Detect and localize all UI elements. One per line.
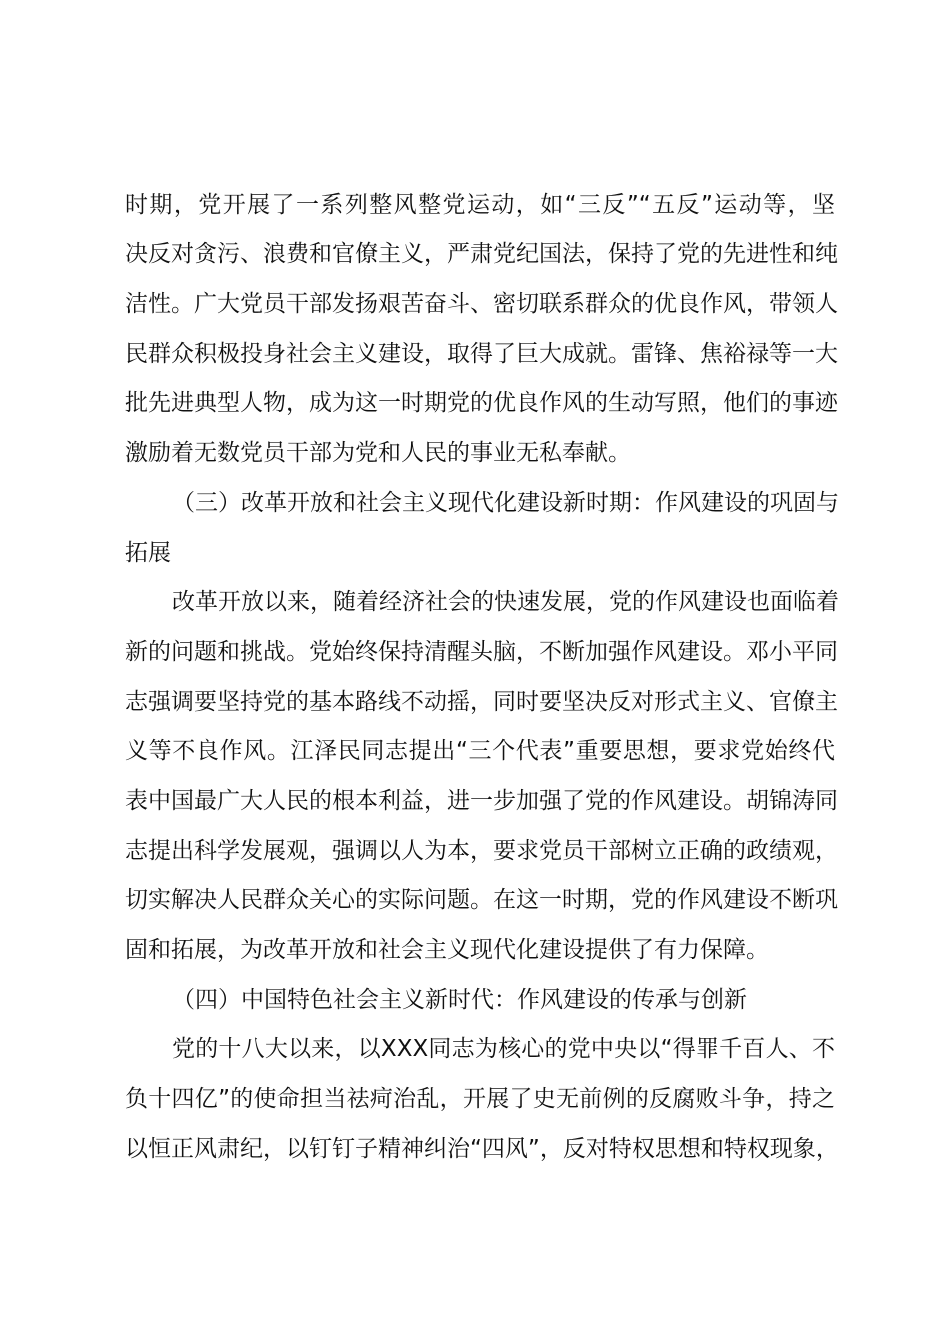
paragraph-line: 洁性。广大党员干部发扬艰苦奋斗、密切联系群众的优良作风，带领人 xyxy=(125,291,838,317)
paragraph-line: 民群众积极投身社会主义建设，取得了巨大成就。雷锋、焦裕禄等一大 xyxy=(125,341,838,367)
paragraph-line: 表中国最广大人民的根本利益，进一步加强了党的作风建设。胡锦涛同 xyxy=(125,788,838,814)
paragraph-line: 负十四亿”的使命担当祛疴治乱，开展了史无前例的反腐败斗争，持之 xyxy=(125,1086,835,1112)
paragraph-line: 志提出科学发展观，强调以人为本，要求党员干部树立正确的政绩观， xyxy=(125,838,838,864)
paragraph-line: 志强调要坚持党的基本路线不动摇，同时要坚决反对形式主义、官僚主 xyxy=(125,689,838,715)
paragraph-line: 改革开放以来，随着经济社会的快速发展，党的作风建设也面临着 xyxy=(172,589,839,615)
paragraph-line: 批先进典型人物，成为这一时期党的优良作风的生动写照，他们的事迹 xyxy=(125,390,838,416)
paragraph-line: 决反对贪污、浪费和官僚主义，严肃党纪国法，保持了党的先进性和纯 xyxy=(125,241,838,267)
paragraph-line: 时期，党开展了一系列整风整党运动，如“三反”“五反”运动等，坚 xyxy=(125,192,835,218)
paragraph-line: 切实解决人民群众关心的实际问题。在这一时期，党的作风建设不断巩 xyxy=(125,887,838,913)
section-heading: 拓展 xyxy=(125,540,171,566)
paragraph-line: 义等不良作风。江泽民同志提出“三个代表”重要思想，要求党始终代 xyxy=(125,738,835,764)
paragraph-line: 激励着无数党员干部为党和人民的事业无私奉献。 xyxy=(125,440,631,466)
section-heading: （四）中国特色社会主义新时代：作风建设的传承与创新 xyxy=(172,987,747,1013)
section-heading: （三）改革开放和社会主义现代化建设新时期：作风建设的巩固与 xyxy=(172,490,839,516)
paragraph-line: 党的十八大以来，以XXX同志为核心的党中央以“得罪千百人、不 xyxy=(172,1036,835,1062)
paragraph-line: 固和拓展，为改革开放和社会主义现代化建设提供了有力保障。 xyxy=(125,937,769,963)
paragraph-line: 以恒正风肃纪，以钉钉子精神纠治“四风”，反对特权思想和特权现象， xyxy=(125,1136,839,1162)
paragraph-line: 新的问题和挑战。党始终保持清醒头脑，不断加强作风建设。邓小平同 xyxy=(125,639,838,665)
